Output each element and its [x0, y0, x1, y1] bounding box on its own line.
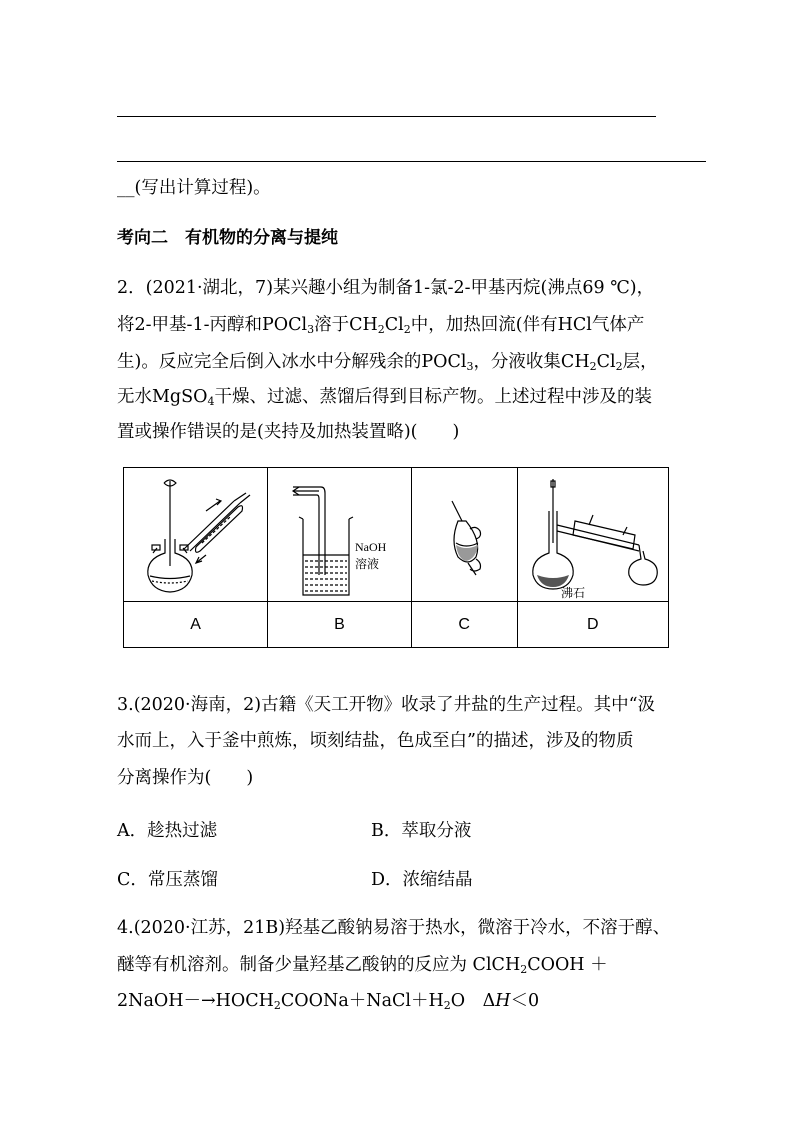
q2-line-3: 生)。反应完全后倒入冰水中分解残余的POCl$_3$，分液收集$CH_2Cl_2$层，: [117, 352, 658, 373]
label-a: A: [124, 602, 268, 648]
q3-option-a[interactable]: A．趁热过滤: [117, 821, 218, 841]
q3-option-d[interactable]: D．浓缩结晶: [371, 870, 473, 890]
answer-tail: __(写出计算过程)。: [117, 178, 271, 198]
apparatus-c: [411, 468, 517, 602]
answer-line-2[interactable]: [117, 161, 706, 162]
q2-text: 某兴趣小组为制备1-氯-2-甲基丙烷(沸点69 ℃)，: [273, 278, 655, 298]
q2-line-4: 无水MgSO$_4$干燥、过滤、蒸馏后得到目标产物。上述过程中涉及的装: [117, 387, 652, 408]
q4-line-2: 醚等有机溶剂。制备少量羟基乙酸钠的反应为 ClCH$_2$COOH ＋: [117, 955, 608, 976]
boiling-chips-label: 沸石: [560, 585, 585, 599]
label-c: C: [411, 602, 517, 648]
label-b: B: [268, 602, 411, 648]
section-heading: 考向二 有机物的分离与提纯: [117, 228, 338, 248]
distillation-apparatus-icon: [519, 471, 667, 599]
reflux-apparatus-icon: [126, 471, 266, 599]
apparatus-a: [124, 468, 268, 602]
label-d: D: [517, 602, 668, 648]
answer-line-1[interactable]: [117, 116, 656, 117]
q3-line-3: 分离操作为( ): [117, 768, 254, 788]
q2-line-5: 置或操作错误的是(夹持及加热装置略)( ): [117, 422, 460, 442]
gas-absorption-icon: [269, 471, 409, 599]
apparatus-d: [517, 468, 668, 602]
separatory-funnel-icon: [414, 471, 514, 599]
q3-option-c[interactable]: C．常压蒸馏: [117, 870, 218, 890]
q2-source: 2．(2021·湖北，7): [117, 278, 274, 298]
q3-option-b[interactable]: B．萃取分液: [371, 821, 472, 841]
naoh-label: NaOH: [355, 539, 387, 554]
apparatus-figure: [123, 467, 669, 648]
q4-line-3: $2NaOH-\to HOCH_2COONa+NaCl+H_2O$ ΔH＜0: [117, 991, 540, 1012]
solution-label: 溶液: [355, 556, 380, 571]
q2-line-1: [117, 276, 654, 300]
apparatus-b: [268, 468, 411, 602]
q2-line-2: 将2-甲基-1-丙醇和POCl$_3$溶于$CH_2Cl_2$中，加热回流(伴有HCl气体产: [117, 315, 645, 336]
q4-line-1: 4.(2020·江苏，21B)羟基乙酸钠易溶于热水，微溶于冷水，不溶于醇、: [117, 918, 671, 938]
q3-line-1: 3.(2020·海南，2)古籍《天工开物》收录了井盐的生产过程。其中“汲: [117, 695, 656, 715]
q3-line-2: 水而上，入于釜中煎炼，顷刻结盐，色成至白”的描述，涉及的物质: [117, 731, 634, 751]
